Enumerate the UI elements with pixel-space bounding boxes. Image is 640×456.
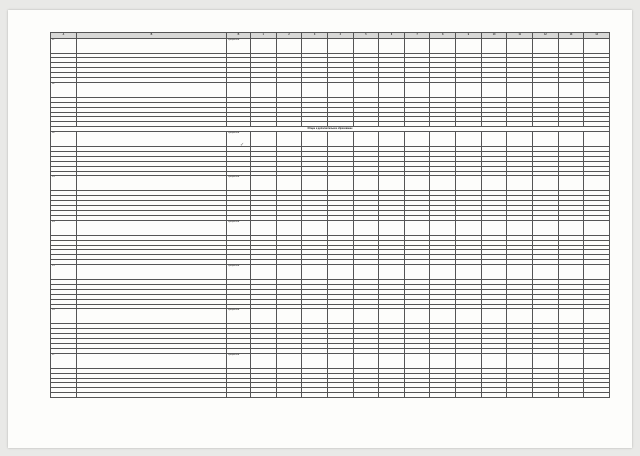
indicator-row	[51, 38, 610, 53]
value-cell	[404, 82, 430, 97]
value-cell	[507, 265, 533, 280]
indicator-description	[77, 132, 227, 147]
indicator-unit: процентов	[227, 353, 251, 368]
value-cell	[327, 353, 353, 368]
value-cell	[481, 220, 507, 235]
value-cell	[276, 38, 302, 53]
value-cell	[379, 82, 405, 97]
value-cell	[327, 309, 353, 324]
value-cell	[481, 309, 507, 324]
value-cell	[430, 176, 456, 191]
value-cell	[430, 393, 456, 398]
value-cell	[379, 353, 405, 368]
value-cell	[430, 353, 456, 368]
indicator-code: 15.	[51, 265, 77, 280]
value-cell	[507, 393, 533, 398]
value-cell	[456, 353, 482, 368]
value-cell	[302, 393, 328, 398]
value-cell	[251, 309, 277, 324]
col-header-num: 14	[584, 33, 610, 39]
value-cell	[379, 176, 405, 191]
value-cell	[507, 353, 533, 368]
indicator-description	[77, 82, 227, 97]
value-cell	[251, 176, 277, 191]
value-cell	[251, 265, 277, 280]
value-cell	[481, 176, 507, 191]
value-cell	[353, 38, 379, 53]
value-cell	[353, 265, 379, 280]
indicator-description	[77, 38, 227, 53]
indicator-code: III.	[51, 38, 77, 53]
col-header-num: 7	[404, 33, 430, 39]
value-cell	[481, 265, 507, 280]
indicator-description	[77, 353, 227, 368]
value-cell	[353, 132, 379, 147]
value-cell	[558, 309, 584, 324]
indicator-code: 11.	[51, 82, 77, 97]
value-cell	[558, 38, 584, 53]
value-cell	[379, 393, 405, 398]
value-cell	[481, 353, 507, 368]
value-cell	[558, 265, 584, 280]
value-cell	[404, 309, 430, 324]
value-cell	[251, 132, 277, 147]
value-cell	[456, 38, 482, 53]
value-cell	[584, 393, 610, 398]
value-cell	[353, 353, 379, 368]
value-cell	[533, 38, 559, 53]
value-cell	[430, 220, 456, 235]
value-cell	[227, 393, 251, 398]
value-cell	[430, 82, 456, 97]
value-cell	[327, 393, 353, 398]
value-cell	[456, 220, 482, 235]
indicator-unit: процентов	[227, 176, 251, 191]
indicator-row	[51, 220, 610, 235]
document-page	[8, 10, 632, 448]
value-cell	[507, 220, 533, 235]
value-cell	[456, 265, 482, 280]
value-cell	[533, 132, 559, 147]
value-cell	[481, 393, 507, 398]
value-cell	[558, 220, 584, 235]
value-cell	[430, 132, 456, 147]
indicator-unit: процентов	[227, 132, 251, 147]
indicator-unit: процентов	[227, 38, 251, 53]
indicator-row	[51, 265, 610, 280]
value-cell	[353, 393, 379, 398]
value-cell	[302, 132, 328, 147]
value-cell	[584, 353, 610, 368]
indicator-unit: процентов	[227, 220, 251, 235]
value-cell	[430, 265, 456, 280]
value-cell	[276, 176, 302, 191]
value-cell	[302, 176, 328, 191]
value-cell	[302, 309, 328, 324]
value-cell	[430, 38, 456, 53]
value-cell	[558, 353, 584, 368]
indicator-description	[77, 220, 227, 235]
value-cell	[302, 38, 328, 53]
value-cell	[533, 353, 559, 368]
value-cell	[302, 353, 328, 368]
indicator-row	[51, 353, 610, 368]
value-cell	[507, 309, 533, 324]
value-cell	[251, 220, 277, 235]
value-cell	[327, 82, 353, 97]
value-cell	[456, 309, 482, 324]
value-cell	[404, 220, 430, 235]
value-cell	[276, 132, 302, 147]
value-cell	[584, 132, 610, 147]
col-header-num: 5	[353, 33, 379, 39]
section-title: Общее и дополнительное образование	[51, 127, 610, 132]
value-cell	[353, 82, 379, 97]
value-cell	[558, 132, 584, 147]
value-cell	[507, 82, 533, 97]
indicator-unit	[227, 82, 251, 97]
value-cell	[302, 265, 328, 280]
value-cell	[327, 132, 353, 147]
value-cell	[481, 38, 507, 53]
value-cell	[327, 265, 353, 280]
value-cell	[327, 220, 353, 235]
value-cell	[327, 38, 353, 53]
col-header-num: 8	[430, 33, 456, 39]
value-cell	[404, 38, 430, 53]
col-header-num: 13	[558, 33, 584, 39]
value-cell	[584, 220, 610, 235]
indicator-unit: процентов	[227, 265, 251, 280]
value-cell	[533, 220, 559, 235]
col-header-num: 3	[302, 33, 328, 39]
value-cell	[404, 393, 430, 398]
col-header-num: 2	[276, 33, 302, 39]
col-header-num: 12	[533, 33, 559, 39]
value-cell	[533, 393, 559, 398]
col-header-b: Б	[77, 33, 227, 39]
value-cell	[251, 393, 277, 398]
value-cell	[251, 38, 277, 53]
col-header-num: 6	[379, 33, 405, 39]
value-cell	[481, 82, 507, 97]
value-cell	[276, 393, 302, 398]
indicator-code: 12.	[51, 132, 77, 147]
col-header-num: 10	[481, 33, 507, 39]
value-cell	[533, 176, 559, 191]
indicator-code: 14.	[51, 220, 77, 235]
value-cell	[507, 176, 533, 191]
value-cell	[276, 309, 302, 324]
value-cell	[353, 309, 379, 324]
indicator-unit: процентов	[227, 309, 251, 324]
value-cell	[404, 176, 430, 191]
value-cell	[379, 132, 405, 147]
value-cell	[404, 265, 430, 280]
col-header-num: 11	[507, 33, 533, 39]
value-cell	[584, 38, 610, 53]
value-cell	[507, 38, 533, 53]
value-cell	[379, 309, 405, 324]
value-cell	[533, 265, 559, 280]
row-label	[51, 393, 77, 398]
col-header-num: 1	[251, 33, 277, 39]
value-cell	[353, 220, 379, 235]
value-cell	[558, 82, 584, 97]
indicator-row	[51, 82, 610, 97]
indicator-description	[77, 265, 227, 280]
value-cell	[251, 82, 277, 97]
value-cell	[276, 265, 302, 280]
value-cell	[327, 176, 353, 191]
indicator-description	[77, 176, 227, 191]
indicator-code: 17.	[51, 353, 77, 368]
col-header-num: 4	[327, 33, 353, 39]
value-cell	[533, 82, 559, 97]
value-cell	[430, 309, 456, 324]
year-cell	[77, 393, 227, 398]
value-cell	[404, 132, 430, 147]
indicator-code: 16.	[51, 309, 77, 324]
value-cell	[507, 132, 533, 147]
value-cell	[302, 220, 328, 235]
value-cell	[584, 82, 610, 97]
col-header-v: В	[227, 33, 251, 39]
checkmark-icon: ✓	[240, 142, 245, 148]
indicator-table	[50, 32, 610, 398]
value-cell	[481, 132, 507, 147]
value-cell	[379, 265, 405, 280]
value-cell	[456, 176, 482, 191]
value-cell	[404, 353, 430, 368]
value-cell	[276, 353, 302, 368]
value-cell	[302, 82, 328, 97]
indicator-code: 13.	[51, 176, 77, 191]
value-cell	[456, 82, 482, 97]
col-header-num: 9	[456, 33, 482, 39]
value-cell	[379, 38, 405, 53]
value-cell	[456, 393, 482, 398]
indicator-row	[51, 309, 610, 324]
value-cell	[276, 82, 302, 97]
value-cell	[456, 132, 482, 147]
indicator-row	[51, 176, 610, 191]
value-cell	[558, 393, 584, 398]
value-cell	[251, 353, 277, 368]
value-cell	[558, 176, 584, 191]
value-cell	[353, 176, 379, 191]
col-header-a: A	[51, 33, 77, 39]
value-cell	[379, 220, 405, 235]
value-cell	[276, 220, 302, 235]
value-cell	[533, 309, 559, 324]
value-cell	[584, 309, 610, 324]
year-row	[51, 393, 610, 398]
value-cell	[584, 265, 610, 280]
indicator-row	[51, 132, 610, 147]
indicator-description	[77, 309, 227, 324]
value-cell	[584, 176, 610, 191]
